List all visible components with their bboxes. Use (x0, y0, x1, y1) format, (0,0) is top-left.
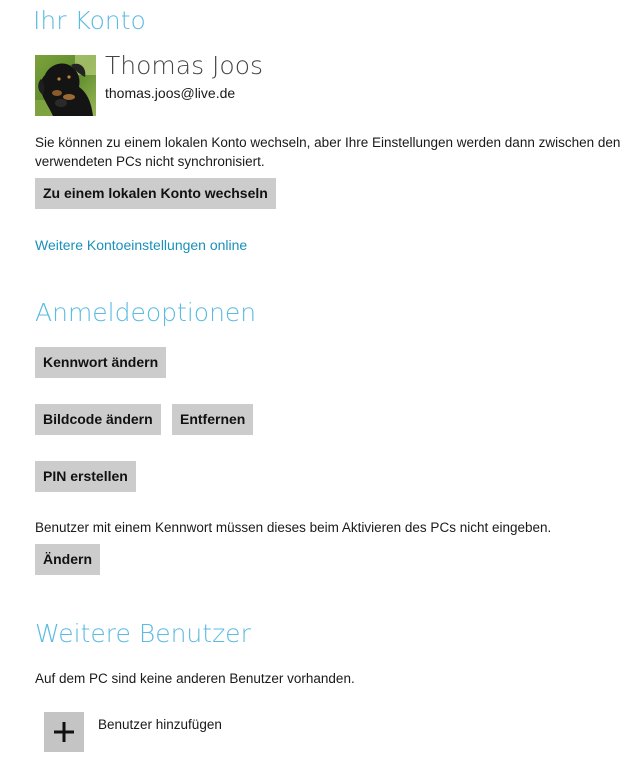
change-picture-password-button[interactable]: Bildcode ändern (35, 404, 161, 435)
user-email: thomas.joos@live.de (105, 85, 236, 101)
switch-to-local-account-button[interactable]: Zu einem lokalen Konto wechseln (35, 178, 276, 209)
change-wake-password-button[interactable]: Ändern (35, 544, 100, 575)
remove-picture-password-button[interactable]: Entfernen (172, 404, 253, 435)
sync-info-text: Sie können zu einem lokalen Konto wechseln, aber Ihre Einstellungen werden dann zwischen den verwendeten PCs nicht synchronisiert. (35, 135, 621, 169)
create-pin-button[interactable]: PIN erstellen (35, 461, 136, 492)
change-password-button[interactable]: Kennwort ändern (35, 347, 166, 378)
more-account-settings-link[interactable]: Weitere Kontoeinstellungen online (35, 237, 248, 253)
plus-icon (53, 721, 75, 743)
section-title-account: Ihr Konto (33, 6, 146, 35)
add-user-tile[interactable] (44, 712, 84, 752)
section-title-other-users: Weitere Benutzer (35, 619, 251, 648)
avatar (35, 55, 96, 116)
add-user-label[interactable]: Benutzer hinzufügen (98, 717, 222, 732)
dog-photo-icon (35, 55, 96, 116)
section-title-sign-in-options: Anmeldeoptionen (35, 298, 257, 327)
other-users-info-text: Auf dem PC sind keine anderen Benutzer vorhanden. (35, 671, 355, 686)
wake-password-info-text: Benutzer mit einem Kennwort müssen dieses beim Aktivieren des PCs nicht eingeben. (35, 520, 552, 535)
user-name: Thomas Joos (105, 51, 264, 80)
